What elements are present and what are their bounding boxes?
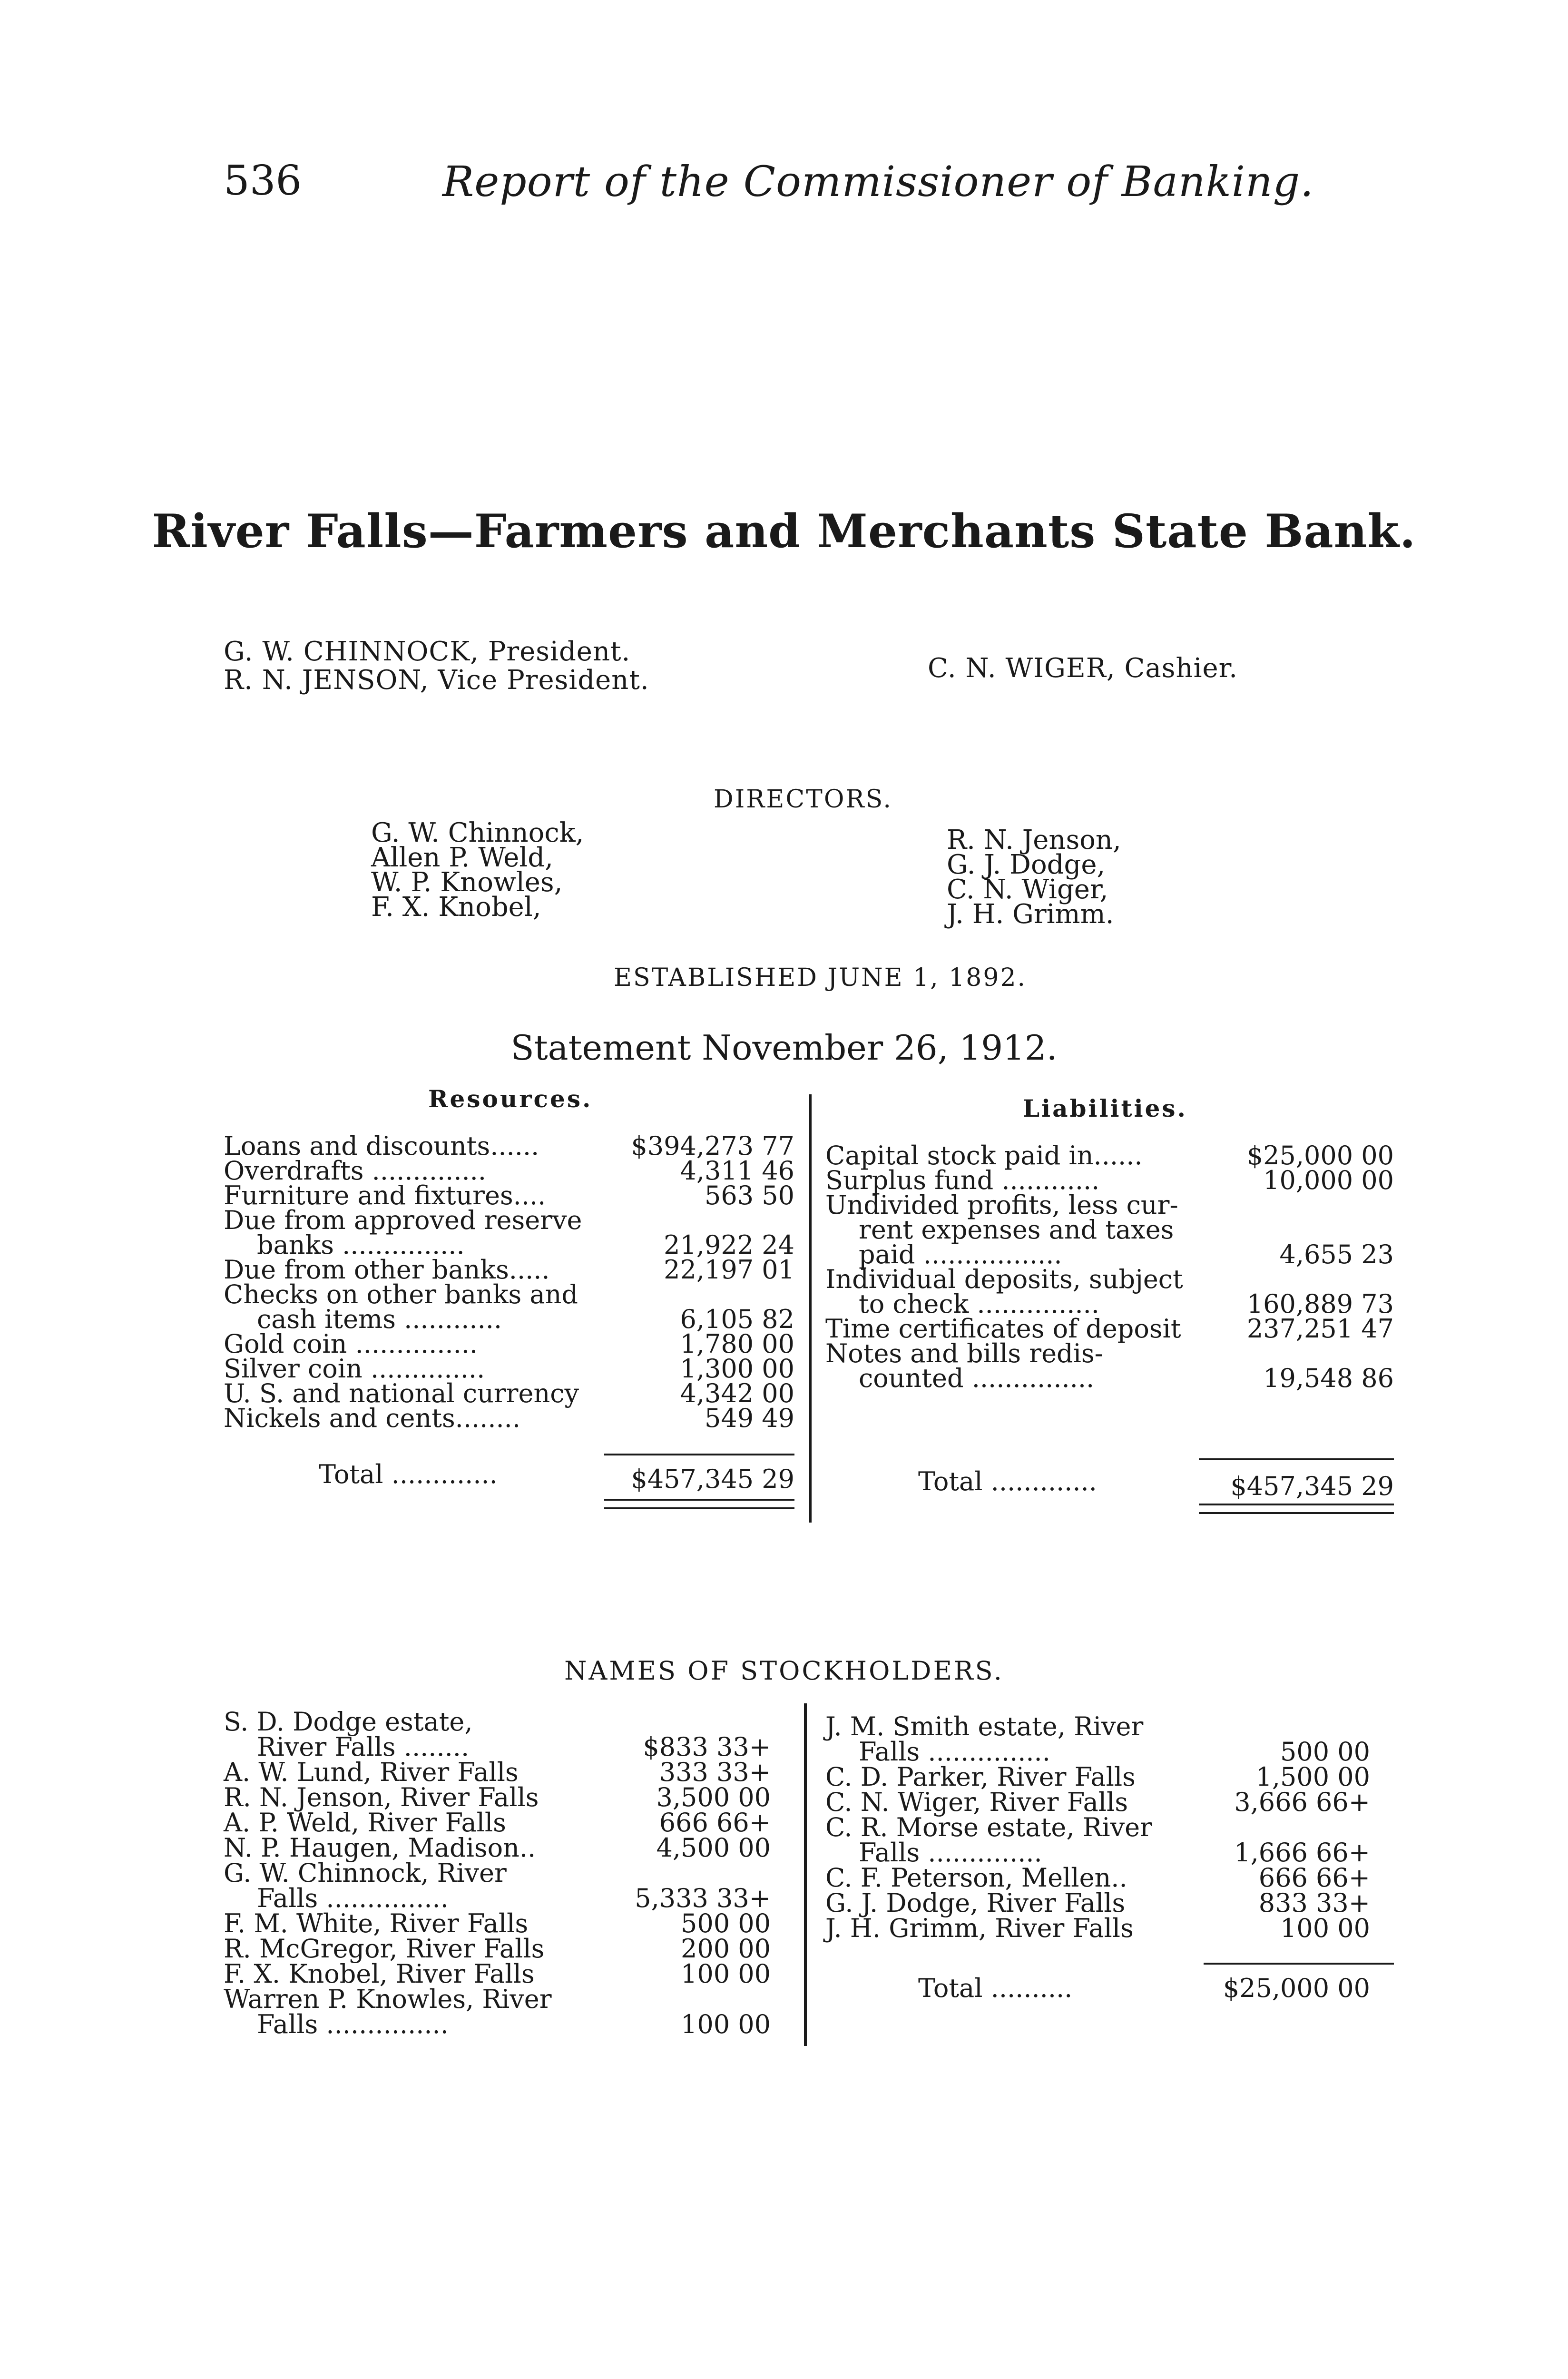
- stockholder-right-label: J. H. Grimm, River Falls: [825, 1913, 1134, 1943]
- stockholders-total-amount: $25,000 00: [1223, 1973, 1370, 2003]
- resources-row-amount: 22,197 01: [664, 1255, 794, 1285]
- stockholder-left-label: G. W. Chinnock, River: [224, 1858, 507, 1888]
- stockholder-left-label: F. M. White, River Falls: [224, 1908, 529, 1938]
- liabilities-row-label: Individual deposits, subject: [825, 1264, 1183, 1294]
- stockholder-left-label: N. P. Haugen, Madison..: [224, 1833, 536, 1863]
- officer-president: G. W. CHINNOCK, President.: [224, 636, 631, 667]
- resources-row-label: Loans and discounts......: [224, 1131, 539, 1161]
- stockholder-right-amount: 666 66+: [1258, 1863, 1370, 1893]
- resources-row-label: Due from approved reserve: [224, 1205, 582, 1235]
- liabilities-row-label: Undivided profits, less cur-: [825, 1190, 1178, 1220]
- liabilities-row-label: to check ...............: [859, 1289, 1099, 1319]
- resources-row-amount: 6,105 82: [680, 1304, 794, 1334]
- stockholder-right-amount: 100 00: [1280, 1913, 1370, 1943]
- liabilities-row-label: Capital stock paid in......: [825, 1140, 1143, 1170]
- resources-total-double-rule: [604, 1499, 794, 1509]
- stockholder-left-label: Warren P. Knowles, River: [224, 1984, 552, 2014]
- stockholder-left-amount: 3,500 00: [656, 1782, 771, 1812]
- stockholder-left-label: A. P. Weld, River Falls: [224, 1808, 506, 1838]
- liabilities-row-amount: 10,000 00: [1263, 1165, 1394, 1195]
- resources-row-label: Overdrafts ..............: [224, 1156, 486, 1186]
- liabilities-row-label: Time certificates of deposit: [825, 1314, 1181, 1344]
- liabilities-row-label: rent expenses and taxes: [859, 1215, 1174, 1245]
- resources-row-label: banks ...............: [257, 1230, 465, 1260]
- stockholder-left-amount: 666 66+: [659, 1808, 771, 1838]
- stockholder-left-label: R. McGregor, River Falls: [224, 1934, 545, 1964]
- liabilities-row-label: paid .................: [859, 1239, 1062, 1269]
- resources-row-amount: 1,300 00: [680, 1354, 794, 1384]
- resources-row-label: Silver coin ..............: [224, 1354, 485, 1384]
- stockholder-right-label: J. M. Smith estate, River: [825, 1711, 1144, 1741]
- stockholder-left-label: River Falls ........: [257, 1732, 470, 1762]
- director-name: G. J. Dodge,: [947, 849, 1106, 880]
- liabilities-row-label: Surplus fund ............: [825, 1165, 1100, 1195]
- stockholder-left-label: S. D. Dodge estate,: [224, 1707, 473, 1737]
- resources-heading: Resources.: [428, 1085, 593, 1113]
- resources-total-label: Total .............: [319, 1459, 498, 1489]
- stockholder-left-amount: 100 00: [681, 2009, 771, 2039]
- resources-row-label: Checks on other banks and: [224, 1279, 578, 1309]
- stockholder-right-amount: 1,666 66+: [1234, 1838, 1370, 1868]
- stockholders-total-label: Total ..........: [918, 1973, 1073, 2003]
- liabilities-row-label: counted ...............: [859, 1363, 1095, 1393]
- liabilities-row-amount: $25,000 00: [1246, 1140, 1394, 1170]
- resources-row-label: cash items ............: [257, 1304, 502, 1334]
- liabilities-total-label: Total .............: [918, 1466, 1097, 1496]
- stockholders-total-rule: [1204, 1963, 1394, 1965]
- stockholder-right-label: C. N. Wiger, River Falls: [825, 1787, 1128, 1817]
- stockholder-left-amount: 5,333 33+: [635, 1883, 771, 1913]
- director-name: J. H. Grimm.: [947, 899, 1114, 930]
- stockholder-right-amount: 833 33+: [1258, 1888, 1370, 1918]
- liabilities-total-rule: [1199, 1458, 1394, 1460]
- resources-row-label: Furniture and fixtures....: [224, 1180, 546, 1210]
- bank-title: River Falls—Farmers and Merchants State Bank.: [152, 504, 1416, 558]
- stockholder-left-amount: 100 00: [681, 1959, 771, 1989]
- director-name: C. N. Wiger,: [947, 874, 1108, 905]
- stockholder-right-label: G. J. Dodge, River Falls: [825, 1888, 1126, 1918]
- resources-row-amount: 549 49: [705, 1403, 794, 1433]
- stockholder-left-label: Falls ...............: [257, 2009, 449, 2039]
- liabilities-total-amount: $457,345 29: [1230, 1471, 1394, 1501]
- liabilities-row-amount: 4,655 23: [1279, 1239, 1394, 1269]
- statement-heading: Statement November 26, 1912.: [510, 1028, 1058, 1068]
- resources-row-label: Due from other banks.....: [224, 1255, 550, 1285]
- stockholder-right-label: C. F. Peterson, Mellen..: [825, 1863, 1127, 1893]
- resources-row-amount: 4,311 46: [680, 1156, 794, 1186]
- statement-divider: [809, 1094, 812, 1523]
- director-name: F. X. Knobel,: [371, 892, 541, 923]
- liabilities-row-amount: 237,251 47: [1246, 1314, 1394, 1344]
- established-date: ESTABLISHED JUNE 1, 1892.: [614, 963, 1027, 992]
- stockholder-right-amount: 500 00: [1280, 1737, 1370, 1767]
- resources-row-label: U. S. and national currency: [224, 1378, 579, 1408]
- stockholder-right-label: C. D. Parker, River Falls: [825, 1762, 1136, 1792]
- director-name: R. N. Jenson,: [947, 825, 1121, 855]
- stockholder-left-amount: 4,500 00: [656, 1833, 771, 1863]
- stockholder-right-amount: 3,666 66+: [1234, 1787, 1370, 1817]
- stockholder-left-amount: 333 33+: [659, 1757, 771, 1787]
- liabilities-row-amount: 19,548 86: [1263, 1363, 1394, 1393]
- stockholder-left-amount: $833 33+: [643, 1732, 771, 1762]
- stockholder-left-label: F. X. Knobel, River Falls: [224, 1959, 535, 1989]
- stockholder-right-label: Falls ..............: [859, 1838, 1042, 1868]
- stockholders-divider: [804, 1703, 807, 2046]
- stockholders-heading: NAMES OF STOCKHOLDERS.: [564, 1656, 1004, 1686]
- stockholder-right-amount: 1,500 00: [1255, 1762, 1370, 1792]
- director-name: G. W. Chinnock,: [371, 817, 584, 848]
- page-number: 536: [224, 157, 302, 205]
- stockholder-left-amount: 200 00: [681, 1934, 771, 1964]
- stockholder-left-amount: 500 00: [681, 1908, 771, 1938]
- officer-cashier: C. N. WIGER, Cashier.: [928, 653, 1238, 684]
- liabilities-total-double-rule: [1199, 1504, 1394, 1514]
- stockholder-left-label: R. N. Jenson, River Falls: [224, 1782, 539, 1812]
- resources-total-amount: $457,345 29: [631, 1464, 794, 1494]
- stockholder-left-label: A. W. Lund, River Falls: [224, 1757, 519, 1787]
- resources-row-label: Gold coin ...............: [224, 1329, 478, 1359]
- directors-heading: DIRECTORS.: [714, 785, 892, 814]
- resources-row-amount: 563 50: [705, 1180, 794, 1210]
- resources-row-label: Nickels and cents........: [224, 1403, 521, 1433]
- stockholder-left-label: Falls ...............: [257, 1883, 449, 1913]
- resources-row-amount: 1,780 00: [680, 1329, 794, 1359]
- resources-row-amount: 21,922 24: [664, 1230, 794, 1260]
- officer-vice-president: R. N. JENSON, Vice President.: [224, 665, 649, 696]
- resources-total-rule: [604, 1454, 794, 1455]
- resources-row-amount: $394,273 77: [631, 1131, 794, 1161]
- running-title: Report of the Commissioner of Banking.: [442, 157, 1314, 206]
- liabilities-heading: Liabilities.: [1023, 1094, 1187, 1122]
- director-name: Allen P. Weld,: [371, 842, 553, 873]
- liabilities-row-amount: 160,889 73: [1246, 1289, 1394, 1319]
- stockholder-right-label: C. R. Morse estate, River: [825, 1812, 1152, 1842]
- director-name: W. P. Knowles,: [371, 867, 563, 898]
- liabilities-row-label: Notes and bills redis-: [825, 1338, 1103, 1368]
- resources-row-amount: 4,342 00: [680, 1378, 794, 1408]
- stockholder-right-label: Falls ...............: [859, 1737, 1050, 1767]
